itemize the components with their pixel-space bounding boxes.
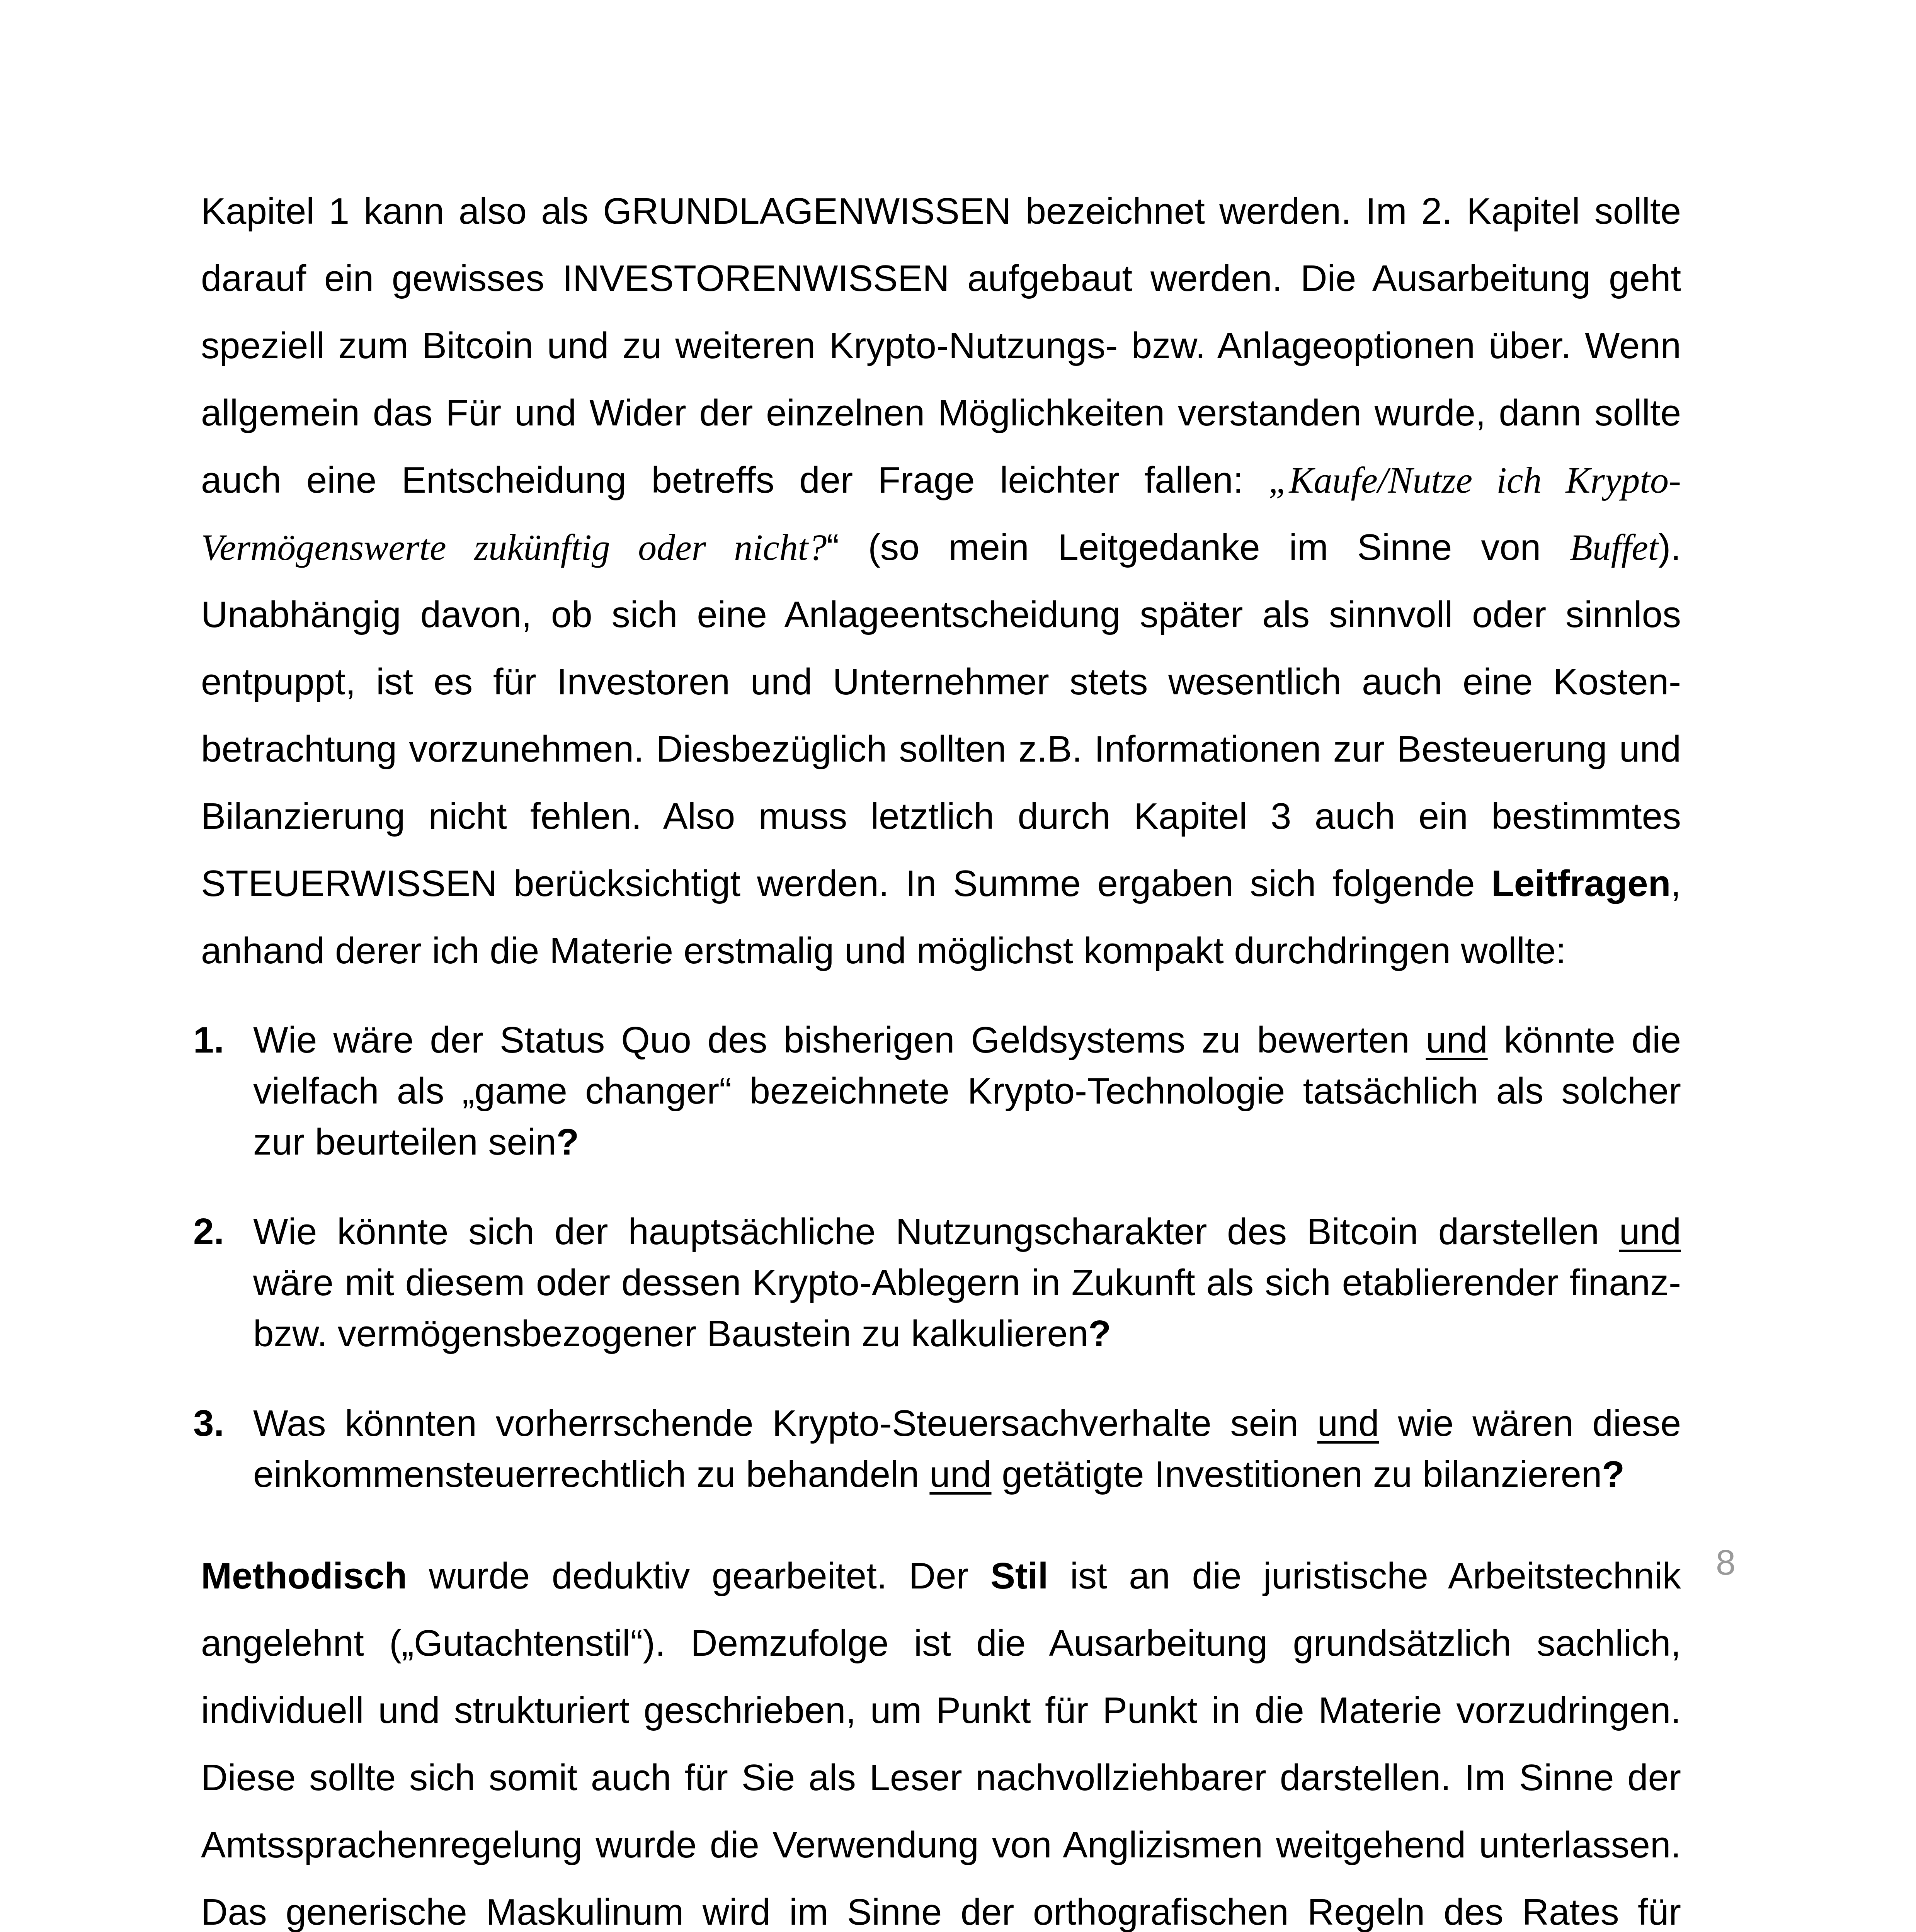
intro-leitfragen: Leitfragen <box>1491 863 1671 904</box>
intro-paragraph <box>201 178 1681 985</box>
question-mark: ? <box>1088 1313 1111 1354</box>
question-text: Was könnten vorherrschende Krypto-Steuersachverhalte sein <box>253 1403 1317 1444</box>
question-und: und <box>1619 1211 1681 1252</box>
intro-text-2: “ (so mein Leitgedanke im Sinne von <box>827 527 1570 568</box>
question-und: und <box>1426 1019 1488 1061</box>
method-block <box>201 1543 1736 1932</box>
intro-buffet: Buffet <box>1570 527 1659 568</box>
question-item-1 <box>193 1015 1681 1168</box>
question-und: und <box>1317 1403 1379 1444</box>
question-item-3 <box>193 1398 1681 1500</box>
question-number: 2. <box>193 1211 225 1252</box>
question-text: Wie wäre der Status Quo des bisherigen Geldsystems zu bewerten <box>253 1019 1426 1061</box>
question-number: 3. <box>193 1403 225 1444</box>
question-text: wie wären diese einkommensteuerrechtlich zu behandeln <box>253 1403 1681 1495</box>
question-text: könnte die vielfach als „game changer“ bezeichnete Krypto-Technologie tatsächlich als solcher zur beurteilen sein <box>253 1019 1681 1163</box>
question-text: Wie könnte sich der hauptsächliche Nutzungscharakter des Bitcoin darstellen <box>253 1211 1619 1252</box>
intro-text-4: , anhand derer ich die Materie erstmalig und möglichst kompakt durchdringen wollte: <box>201 863 1681 971</box>
question-text: wäre mit diesem oder dessen Krypto-Ablegern in Zukunft als sich etablierender finanz- bzw. vermögensbezogener Baustein zu kalkulieren <box>253 1262 1681 1354</box>
method-paragraph <box>201 1543 1681 1932</box>
question-number: 1. <box>193 1019 225 1061</box>
method-text: ist an die juristische Arbeitstechnik angelehnt („Gutachtenstil“). Demzufolge ist die Ausarbeitung grundsätzlich sachlich, individuell und strukturiert geschrieben, um Punkt für Punkt in die Materie vorzudringen. Diese sollte sich somit auch für Sie als Leser nachvollziehbarer darstellen. Im Sinne der Amtssprachenregelung wurde die Verwendung von Anglizismen weitgehend unterlassen. Das generische Maskulinum wird im Sinne der orthografischen Regeln des Rates für <box>201 1555 1681 1932</box>
intro-text-3: ). Unabhängig davon, ob sich eine Anlageentscheidung später als sinnvoll oder sinnlos entpuppt, ist es für Investoren und Unternehmer stets wesentlich auch eine Kostenbetrachtung vorzunehmen. Diesbezüglich sollten z.B. Informationen zur Besteuerung und Bilanzierung nicht fehlen. Also muss letztlich durch Kapitel 3 auch ein bestimmtes STEUERWISSEN berücksichtigt werden. In Summe ergaben sich folgende <box>201 527 1681 904</box>
page-content <box>193 178 1736 1932</box>
question-mark: ? <box>1602 1454 1625 1495</box>
question-item-2 <box>193 1206 1681 1359</box>
intro-text-1: Kapitel 1 kann also als GRUNDLAGENWISSEN bezeichnet werden. Im 2. Kapitel sollte darauf ein gewisses INVESTORENWISSEN aufgebaut werden. Die Ausarbeitung geht speziell zum Bitcoin und zu weiteren Krypto-Nutzungs- bzw. Anlageoptionen über. Wenn allgemein das Für und Wider der einzelnen Möglichkeiten verstanden wurde, dann sollte auch eine Entscheidung betreffs der Frage leichter fallen: <box>201 190 1681 501</box>
question-mark: ? <box>556 1121 579 1163</box>
question-und: und <box>929 1454 992 1495</box>
question-text: getätigte Investitionen zu bilanzieren <box>991 1454 1602 1495</box>
margin-number: 8 <box>1716 1543 1736 1582</box>
method-bold: Stil <box>990 1555 1048 1597</box>
method-text: wurde deduktiv gearbeitet. Der <box>407 1555 991 1597</box>
intro-quote: „Kaufe/Nutze ich Krypto-Vermögenswerte zukünftig oder nicht? <box>201 459 1681 568</box>
method-bold: Methodisch <box>201 1555 407 1597</box>
question-list <box>193 1015 1681 1500</box>
